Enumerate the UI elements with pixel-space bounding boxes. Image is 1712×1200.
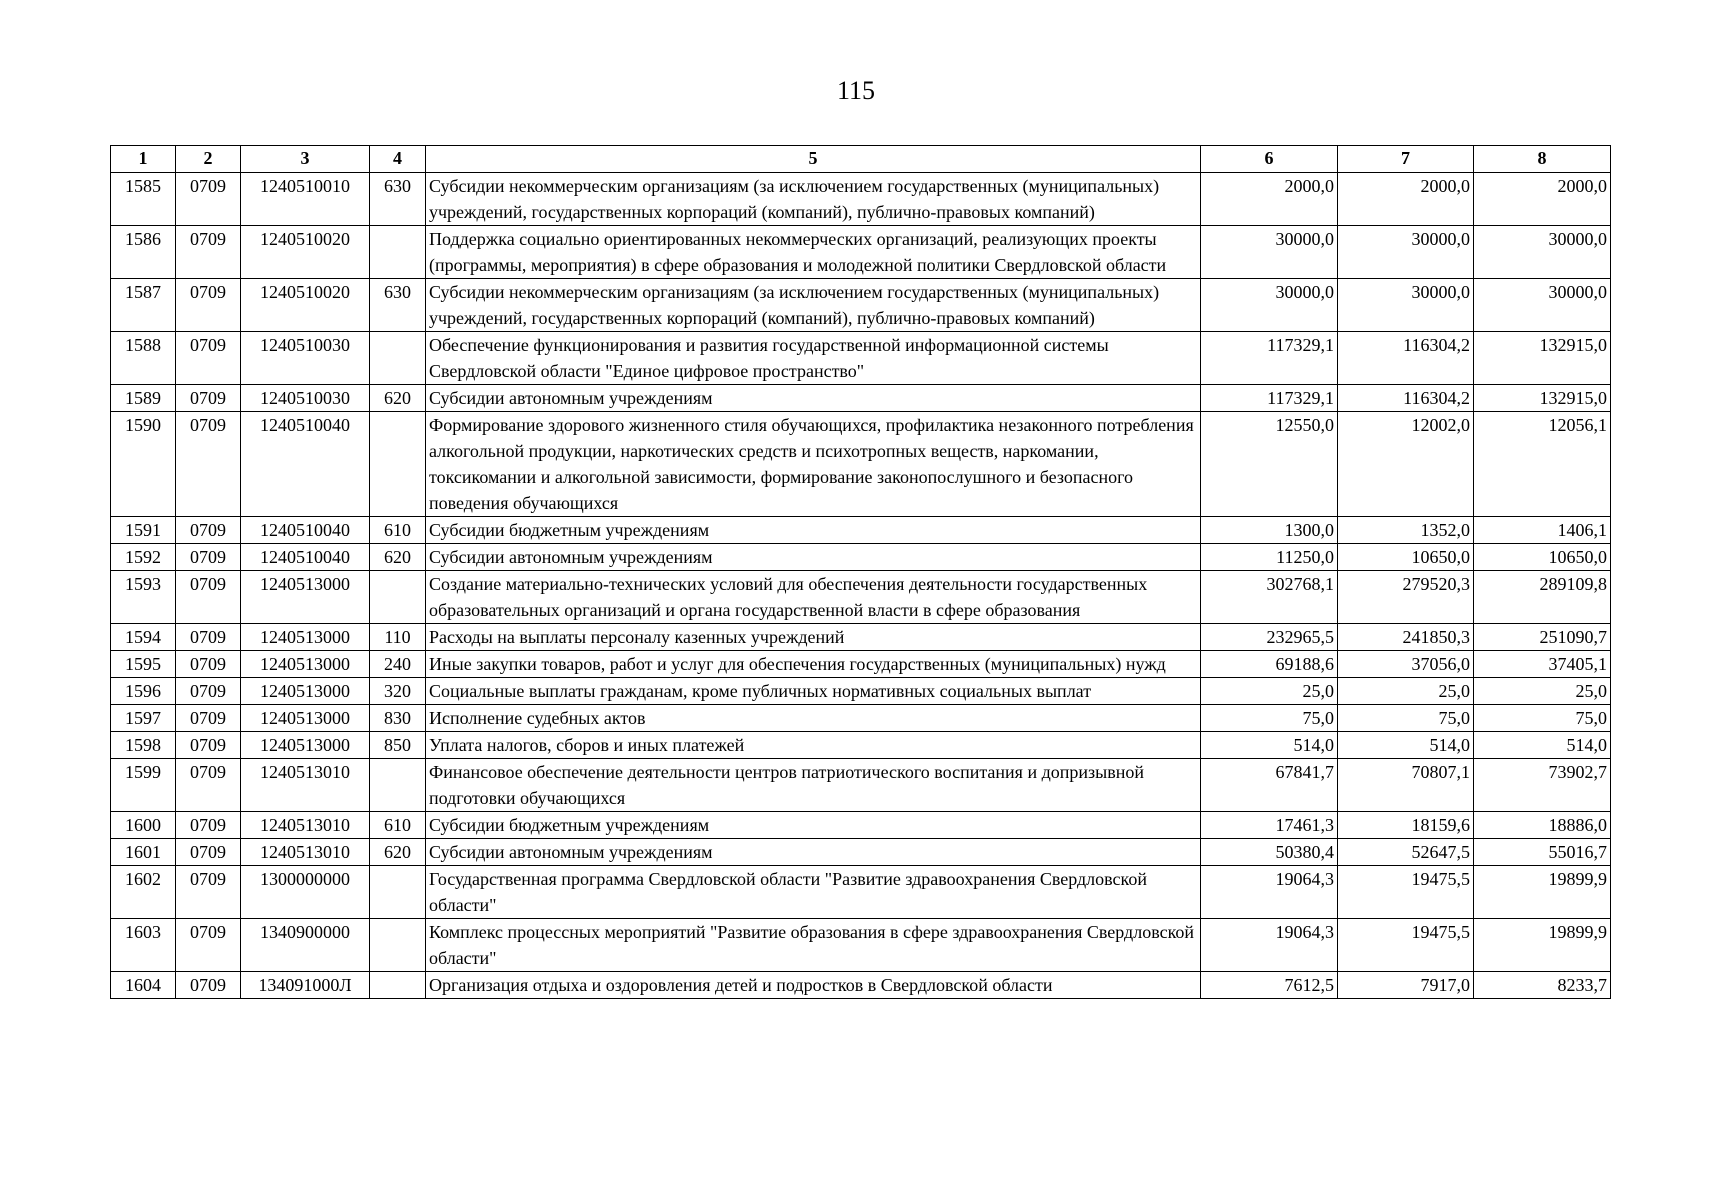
amount-col-8: 289109,8 xyxy=(1474,571,1611,624)
row-number: 1587 xyxy=(111,279,176,332)
table-row xyxy=(111,517,1611,544)
amount-col-7: 52647,5 xyxy=(1338,839,1474,866)
row-number: 1585 xyxy=(111,173,176,226)
table-row xyxy=(111,732,1611,759)
row-number: 1586 xyxy=(111,226,176,279)
amount-col-6: 75,0 xyxy=(1201,705,1338,732)
amount-col-7: 10650,0 xyxy=(1338,544,1474,571)
table-row xyxy=(111,173,1611,226)
section-code: 0709 xyxy=(176,919,241,972)
amount-col-7: 116304,2 xyxy=(1338,332,1474,385)
amount-col-8: 8233,7 xyxy=(1474,972,1611,999)
target-article-code: 1240510040 xyxy=(241,517,370,544)
table-row xyxy=(111,385,1611,412)
target-article-code: 1300000000 xyxy=(241,866,370,919)
item-description: Субсидии автономным учреждениям xyxy=(426,544,1201,571)
amount-col-7: 12002,0 xyxy=(1338,412,1474,517)
table-row xyxy=(111,571,1611,624)
target-article-code: 1240513000 xyxy=(241,732,370,759)
table-row xyxy=(111,544,1611,571)
amount-col-7: 514,0 xyxy=(1338,732,1474,759)
section-code: 0709 xyxy=(176,226,241,279)
table-row xyxy=(111,705,1611,732)
section-code: 0709 xyxy=(176,173,241,226)
item-description: Субсидии автономным учреждениям xyxy=(426,385,1201,412)
expense-type-code xyxy=(370,226,426,279)
amount-col-8: 19899,9 xyxy=(1474,919,1611,972)
amount-col-7: 279520,3 xyxy=(1338,571,1474,624)
amount-col-6: 17461,3 xyxy=(1201,812,1338,839)
amount-col-6: 67841,7 xyxy=(1201,759,1338,812)
target-article-code: 1240513010 xyxy=(241,839,370,866)
column-header-5: 5 xyxy=(426,146,1201,173)
amount-col-8: 18886,0 xyxy=(1474,812,1611,839)
amount-col-6: 302768,1 xyxy=(1201,571,1338,624)
section-code: 0709 xyxy=(176,972,241,999)
expense-type-code: 110 xyxy=(370,624,426,651)
amount-col-6: 50380,4 xyxy=(1201,839,1338,866)
amount-col-7: 241850,3 xyxy=(1338,624,1474,651)
target-article-code: 1240510040 xyxy=(241,412,370,517)
section-code: 0709 xyxy=(176,732,241,759)
item-description: Поддержка социально ориентированных некоммерческих организаций, реализующих проекты (программы, мероприятия) в сфере образования и молодежной политики Свердловской области xyxy=(426,226,1201,279)
page-number: 115 xyxy=(836,76,876,105)
amount-col-8: 514,0 xyxy=(1474,732,1611,759)
amount-col-6: 117329,1 xyxy=(1201,385,1338,412)
target-article-code: 1240510020 xyxy=(241,226,370,279)
section-code: 0709 xyxy=(176,678,241,705)
target-article-code: 1240513000 xyxy=(241,624,370,651)
amount-col-7: 37056,0 xyxy=(1338,651,1474,678)
target-article-code: 1240513010 xyxy=(241,812,370,839)
amount-col-6: 30000,0 xyxy=(1201,279,1338,332)
expense-type-code: 610 xyxy=(370,812,426,839)
table-row xyxy=(111,759,1611,812)
amount-col-8: 251090,7 xyxy=(1474,624,1611,651)
target-article-code: 1340900000 xyxy=(241,919,370,972)
amount-col-6: 514,0 xyxy=(1201,732,1338,759)
target-article-code: 1240513000 xyxy=(241,571,370,624)
item-description: Обеспечение функционирования и развития государственной информационной системы Свердловской области "Единое цифровое пространство" xyxy=(426,332,1201,385)
amount-col-6: 117329,1 xyxy=(1201,332,1338,385)
section-code: 0709 xyxy=(176,705,241,732)
amount-col-7: 1352,0 xyxy=(1338,517,1474,544)
section-code: 0709 xyxy=(176,412,241,517)
table-row xyxy=(111,412,1611,517)
section-code: 0709 xyxy=(176,517,241,544)
amount-col-8: 30000,0 xyxy=(1474,226,1611,279)
row-number: 1599 xyxy=(111,759,176,812)
table-row xyxy=(111,226,1611,279)
row-number: 1603 xyxy=(111,919,176,972)
section-code: 0709 xyxy=(176,651,241,678)
item-description: Создание материально-технических условий для обеспечения деятельности государственных образовательных организаций и органа государственной власти в сфере образования xyxy=(426,571,1201,624)
expense-type-code xyxy=(370,332,426,385)
target-article-code: 1240510030 xyxy=(241,332,370,385)
item-description: Субсидии некоммерческим организациям (за исключением государственных (муниципальных) учреждений, государственных корпораций (компаний), публично-правовых компаний) xyxy=(426,173,1201,226)
table-body xyxy=(111,173,1611,999)
table-row xyxy=(111,332,1611,385)
table-row xyxy=(111,624,1611,651)
amount-col-6: 1300,0 xyxy=(1201,517,1338,544)
amount-col-7: 30000,0 xyxy=(1338,279,1474,332)
amount-col-6: 19064,3 xyxy=(1201,866,1338,919)
target-article-code: 134091000Л xyxy=(241,972,370,999)
section-code: 0709 xyxy=(176,385,241,412)
amount-col-8: 30000,0 xyxy=(1474,279,1611,332)
target-article-code: 1240513000 xyxy=(241,678,370,705)
column-header-7: 7 xyxy=(1338,146,1474,173)
amount-col-8: 75,0 xyxy=(1474,705,1611,732)
target-article-code: 1240510030 xyxy=(241,385,370,412)
column-header-8: 8 xyxy=(1474,146,1611,173)
row-number: 1598 xyxy=(111,732,176,759)
expense-type-code: 850 xyxy=(370,732,426,759)
expense-type-code: 630 xyxy=(370,279,426,332)
table-row xyxy=(111,279,1611,332)
amount-col-6: 19064,3 xyxy=(1201,919,1338,972)
table-row xyxy=(111,839,1611,866)
expense-type-code xyxy=(370,866,426,919)
item-description: Иные закупки товаров, работ и услуг для обеспечения государственных (муниципальных) нужд xyxy=(426,651,1201,678)
amount-col-7: 7917,0 xyxy=(1338,972,1474,999)
expense-type-code: 830 xyxy=(370,705,426,732)
amount-col-6: 25,0 xyxy=(1201,678,1338,705)
row-number: 1602 xyxy=(111,866,176,919)
amount-col-8: 25,0 xyxy=(1474,678,1611,705)
row-number: 1596 xyxy=(111,678,176,705)
amount-col-8: 132915,0 xyxy=(1474,332,1611,385)
amount-col-7: 116304,2 xyxy=(1338,385,1474,412)
amount-col-8: 12056,1 xyxy=(1474,412,1611,517)
item-description: Финансовое обеспечение деятельности центров патриотического воспитания и допризывной подготовки обучающихся xyxy=(426,759,1201,812)
row-number: 1589 xyxy=(111,385,176,412)
amount-col-6: 11250,0 xyxy=(1201,544,1338,571)
section-code: 0709 xyxy=(176,332,241,385)
expense-type-code xyxy=(370,759,426,812)
expense-type-code xyxy=(370,412,426,517)
amount-col-8: 37405,1 xyxy=(1474,651,1611,678)
table-row xyxy=(111,972,1611,999)
item-description: Организация отдыха и оздоровления детей и подростков в Свердловской области xyxy=(426,972,1201,999)
item-description: Субсидии некоммерческим организациям (за исключением государственных (муниципальных) учреждений, государственных корпораций (компаний), публично-правовых компаний) xyxy=(426,279,1201,332)
row-number: 1604 xyxy=(111,972,176,999)
budget-table xyxy=(110,145,1611,999)
amount-col-8: 1406,1 xyxy=(1474,517,1611,544)
expense-type-code: 620 xyxy=(370,385,426,412)
amount-col-8: 73902,7 xyxy=(1474,759,1611,812)
section-code: 0709 xyxy=(176,544,241,571)
table-row xyxy=(111,678,1611,705)
section-code: 0709 xyxy=(176,279,241,332)
amount-col-7: 30000,0 xyxy=(1338,226,1474,279)
item-description: Расходы на выплаты персоналу казенных учреждений xyxy=(426,624,1201,651)
column-header-1: 1 xyxy=(111,146,176,173)
row-number: 1588 xyxy=(111,332,176,385)
amount-col-8: 19899,9 xyxy=(1474,866,1611,919)
amount-col-8: 132915,0 xyxy=(1474,385,1611,412)
column-header-4: 4 xyxy=(370,146,426,173)
target-article-code: 1240510010 xyxy=(241,173,370,226)
row-number: 1601 xyxy=(111,839,176,866)
amount-col-7: 75,0 xyxy=(1338,705,1474,732)
item-description: Субсидии бюджетным учреждениям xyxy=(426,812,1201,839)
amount-col-7: 25,0 xyxy=(1338,678,1474,705)
amount-col-6: 232965,5 xyxy=(1201,624,1338,651)
target-article-code: 1240510040 xyxy=(241,544,370,571)
expense-type-code xyxy=(370,571,426,624)
item-description: Исполнение судебных актов xyxy=(426,705,1201,732)
amount-col-8: 10650,0 xyxy=(1474,544,1611,571)
expense-type-code: 620 xyxy=(370,544,426,571)
amount-col-8: 55016,7 xyxy=(1474,839,1611,866)
item-description: Субсидии автономным учреждениям xyxy=(426,839,1201,866)
expense-type-code: 630 xyxy=(370,173,426,226)
row-number: 1591 xyxy=(111,517,176,544)
table-row xyxy=(111,919,1611,972)
amount-col-7: 19475,5 xyxy=(1338,919,1474,972)
column-header-6: 6 xyxy=(1201,146,1338,173)
row-number: 1600 xyxy=(111,812,176,839)
section-code: 0709 xyxy=(176,812,241,839)
item-description: Социальные выплаты гражданам, кроме публичных нормативных социальных выплат xyxy=(426,678,1201,705)
section-code: 0709 xyxy=(176,839,241,866)
amount-col-7: 18159,6 xyxy=(1338,812,1474,839)
row-number: 1597 xyxy=(111,705,176,732)
target-article-code: 1240513000 xyxy=(241,651,370,678)
expense-type-code: 320 xyxy=(370,678,426,705)
amount-col-6: 30000,0 xyxy=(1201,226,1338,279)
expense-type-code xyxy=(370,972,426,999)
section-code: 0709 xyxy=(176,571,241,624)
amount-col-7: 19475,5 xyxy=(1338,866,1474,919)
row-number: 1594 xyxy=(111,624,176,651)
amount-col-7: 2000,0 xyxy=(1338,173,1474,226)
item-description: Уплата налогов, сборов и иных платежей xyxy=(426,732,1201,759)
column-header-3: 3 xyxy=(241,146,370,173)
table-row xyxy=(111,812,1611,839)
table-row xyxy=(111,651,1611,678)
expense-type-code: 240 xyxy=(370,651,426,678)
expense-type-code xyxy=(370,919,426,972)
item-description: Субсидии бюджетным учреждениям xyxy=(426,517,1201,544)
table-row xyxy=(111,866,1611,919)
row-number: 1590 xyxy=(111,412,176,517)
header-row xyxy=(111,146,1611,173)
section-code: 0709 xyxy=(176,866,241,919)
target-article-code: 1240513000 xyxy=(241,705,370,732)
amount-col-7: 70807,1 xyxy=(1338,759,1474,812)
expense-type-code: 610 xyxy=(370,517,426,544)
target-article-code: 1240513010 xyxy=(241,759,370,812)
row-number: 1593 xyxy=(111,571,176,624)
table-header xyxy=(111,146,1611,173)
amount-col-6: 12550,0 xyxy=(1201,412,1338,517)
item-description: Формирование здорового жизненного стиля обучающихся, профилактика незаконного потребления алкогольной продукции, наркотических средств и психотропных веществ, наркомании, токсикомании и алкогольной зависимости, формирование законопослушного и безопасного поведения обучающихся xyxy=(426,412,1201,517)
section-code: 0709 xyxy=(176,759,241,812)
amount-col-8: 2000,0 xyxy=(1474,173,1611,226)
item-description: Государственная программа Свердловской области "Развитие здравоохранения Свердловской области" xyxy=(426,866,1201,919)
item-description: Комплекс процессных мероприятий "Развитие образования в сфере здравоохранения Свердловской области" xyxy=(426,919,1201,972)
column-header-2: 2 xyxy=(176,146,241,173)
row-number: 1595 xyxy=(111,651,176,678)
amount-col-6: 2000,0 xyxy=(1201,173,1338,226)
expense-type-code: 620 xyxy=(370,839,426,866)
amount-col-6: 69188,6 xyxy=(1201,651,1338,678)
amount-col-6: 7612,5 xyxy=(1201,972,1338,999)
section-code: 0709 xyxy=(176,624,241,651)
row-number: 1592 xyxy=(111,544,176,571)
target-article-code: 1240510020 xyxy=(241,279,370,332)
